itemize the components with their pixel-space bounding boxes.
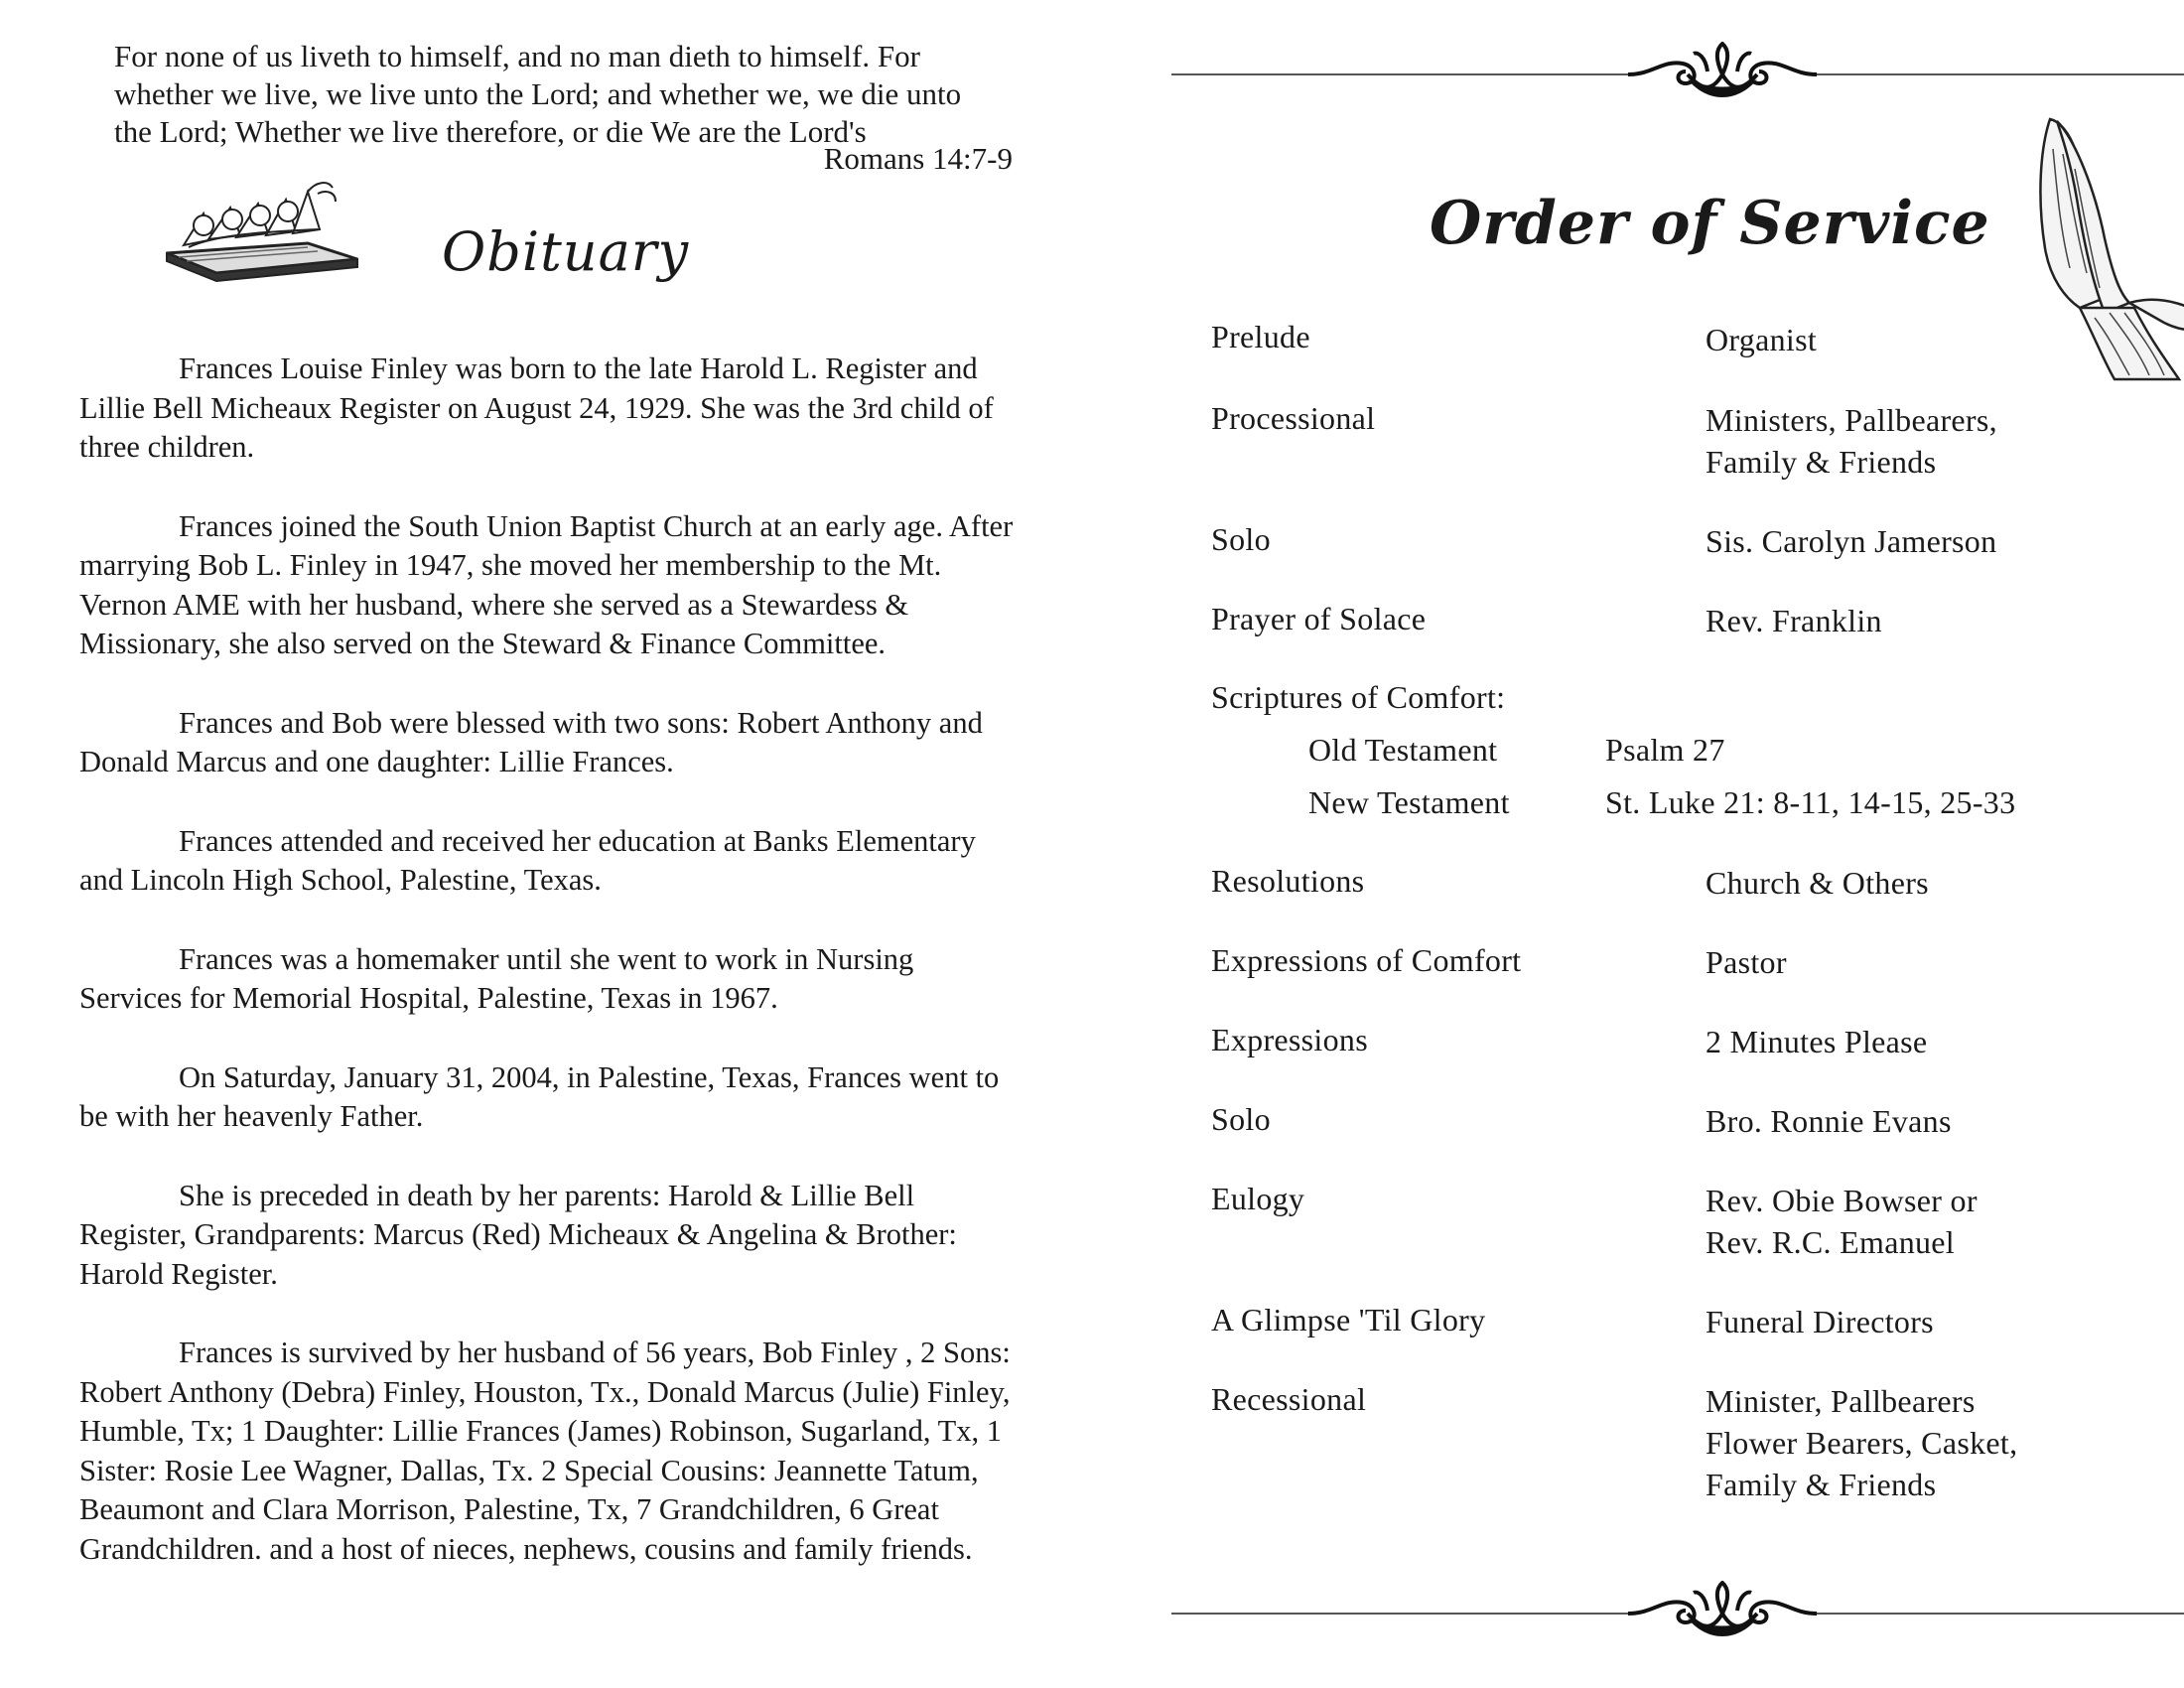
top-divider bbox=[1817, 73, 2184, 75]
service-item-label: A Glimpse 'Til Glory bbox=[1211, 1302, 1486, 1337]
service-item-value: Pastor bbox=[1706, 944, 1787, 980]
scripture-label: Old Testament bbox=[1308, 732, 1498, 768]
verse-reference: Romans 14:7-9 bbox=[823, 141, 1013, 176]
service-item-value: Rev. Franklin bbox=[1706, 603, 1882, 638]
bible-lilies-icon bbox=[159, 174, 362, 283]
verse-line: whether we live, we live unto the Lord; and whether we, we die unto bbox=[114, 76, 962, 111]
obituary-paragraph: On Saturday, January 31, 2004, in Palestine, Texas, Frances went to be with her heavenly Father. bbox=[79, 1059, 1000, 1133]
obituary-paragraph: She is preceded in death by her parents: Harold & Lillie Bell Register, Grandparents: Marcus (Red) Micheaux & Angelina & Brother: Harold Register. bbox=[79, 1178, 957, 1291]
praying-hands-icon bbox=[1946, 109, 2184, 387]
service-item-value: Ministers, Pallbearers, bbox=[1706, 402, 1997, 438]
scripture-verse bbox=[114, 38, 1013, 151]
service-item-value: Minister, Pallbearers bbox=[1706, 1383, 1976, 1419]
service-item-value: Funeral Directors bbox=[1706, 1304, 1934, 1339]
service-item-label: Prayer of Solace bbox=[1211, 601, 1427, 636]
service-item-value: Sis. Carolyn Jamerson bbox=[1706, 523, 1997, 559]
service-item-value: Church & Others bbox=[1706, 865, 1929, 901]
obituary-title: Obituary bbox=[442, 220, 690, 283]
service-item-value: Flower Bearers, Casket, bbox=[1706, 1425, 2018, 1461]
service-item-label: Resolutions bbox=[1211, 863, 1365, 899]
flourish-ornament-icon bbox=[1628, 42, 1817, 107]
obituary-body bbox=[79, 350, 1015, 1609]
service-item-label: Recessional bbox=[1211, 1381, 1367, 1417]
scripture-value: Psalm 27 bbox=[1605, 732, 1725, 768]
obituary-paragraph: Frances and Bob were blessed with two sons: Robert Anthony and Donald Marcus and one daughter: Lillie Frances. bbox=[79, 705, 983, 778]
service-item-label: Solo bbox=[1211, 521, 1271, 557]
service-item-value: 2 Minutes Please bbox=[1706, 1024, 1928, 1059]
obituary-paragraph: Frances Louise Finley was born to the late Harold L. Register and Lillie Bell Micheaux Register on August 24, 1929. She was the 3rd child of three children. bbox=[79, 352, 994, 464]
obituary-paragraph: Frances attended and received her education at Banks Elementary and Lincoln High School, Palestine, Texas. bbox=[79, 823, 976, 897]
scripture-value: St. Luke 21: 8-11, 14-15, 25-33 bbox=[1605, 784, 2016, 820]
flourish-ornament-icon bbox=[1628, 1581, 1817, 1646]
service-item-label: Processional bbox=[1211, 400, 1376, 436]
service-item-value: Family & Friends bbox=[1706, 1467, 1937, 1502]
obituary-paragraph: Frances was a homemaker until she went to work in Nursing Services for Memorial Hospital, Palestine, Texas in 1967. bbox=[79, 941, 914, 1015]
top-divider bbox=[1171, 73, 1628, 75]
service-item-label: Eulogy bbox=[1211, 1181, 1305, 1216]
service-item-value: Rev. R.C. Emanuel bbox=[1706, 1224, 1955, 1260]
order-of-service-page bbox=[1092, 0, 2184, 1688]
verse-line: For none of us liveth to himself, and no man dieth to himself. For bbox=[114, 39, 920, 73]
service-item-value: Organist bbox=[1706, 322, 1818, 357]
bottom-divider bbox=[1171, 1613, 1628, 1615]
service-item-label: Expressions of Comfort bbox=[1211, 942, 1522, 978]
service-item-value: Rev. Obie Bowser or bbox=[1706, 1183, 1978, 1218]
service-item-label: Prelude bbox=[1211, 319, 1310, 354]
service-item-value: Family & Friends bbox=[1706, 444, 1937, 480]
service-item-label: Scriptures of Comfort: bbox=[1211, 679, 1506, 715]
service-item-value: Bro. Ronnie Evans bbox=[1706, 1103, 1952, 1139]
obituary-paragraph: Frances is survived by her husband of 56 years, Bob Finley , 2 Sons: Robert Anthony (Debra) Finley, Houston, Tx., Donald Marcus (Julie) Finley, Humble, Tx; 1 Daughter: Lillie Frances (James) Robinson, Sugarland, Tx, 1 Sister: Rosie Lee Wagner, Dallas, Tx. 2 Special Cousins: Jeannette Tatum, Beaumont and Clara Morrison, Palestine, Tx, 7 Grandchildren, 6 Great Grandchildren. and a host of nieces, nephews, cousins and family friends. bbox=[79, 1336, 1011, 1566]
verse-line: the Lord; Whether we live therefore, or die We are the Lord's bbox=[114, 114, 867, 149]
bottom-divider bbox=[1817, 1613, 2184, 1615]
service-item-label: Expressions bbox=[1211, 1022, 1368, 1057]
order-of-service-title: Order of Service bbox=[1430, 189, 1990, 258]
scripture-label: New Testament bbox=[1308, 784, 1510, 820]
obituary-paragraph: Frances joined the South Union Baptist Church at an early age. After marrying Bob L. Finley in 1947, she moved her membership to the Mt. Vernon AME with her husband, where she served as a Stewardess & Missionary, she also served on the Steward & Finance Committee. bbox=[79, 508, 1014, 660]
service-item-label: Solo bbox=[1211, 1101, 1271, 1137]
